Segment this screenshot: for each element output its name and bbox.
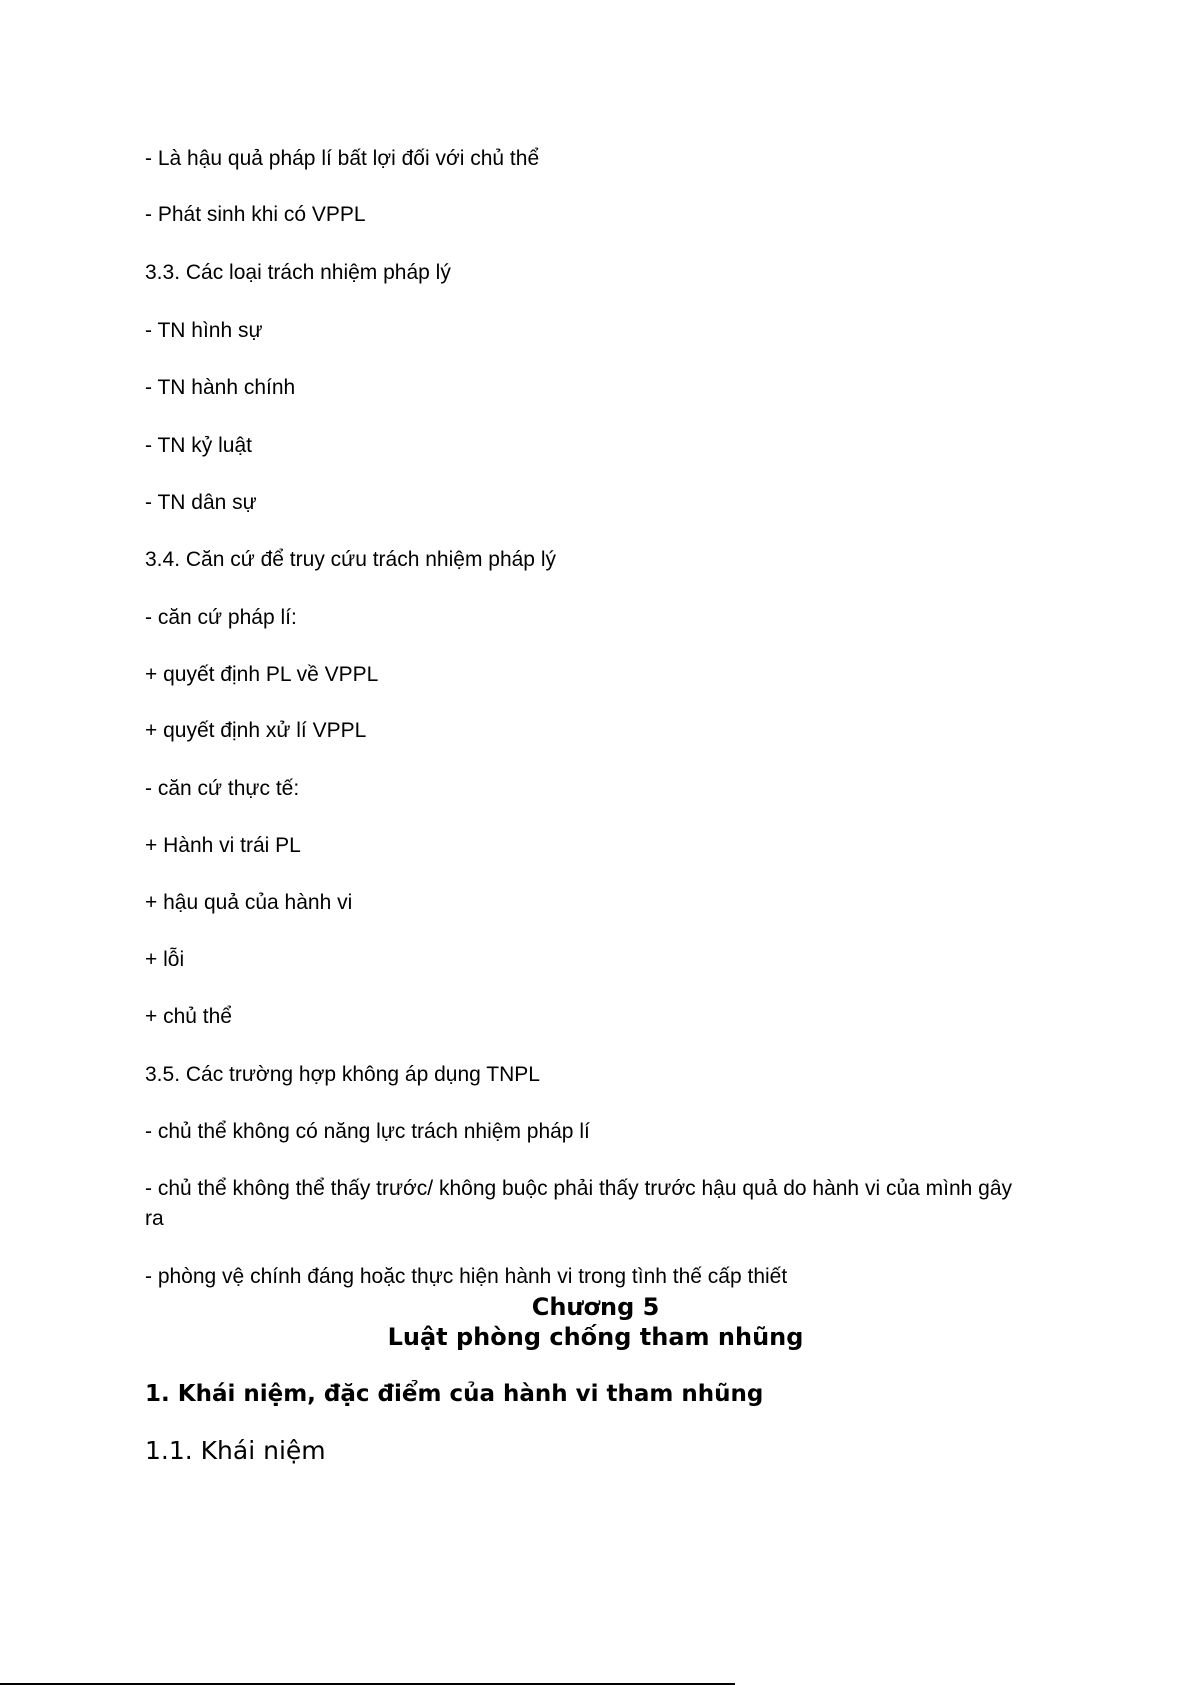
text-line: + Hành vi trái PL	[145, 834, 301, 857]
section-heading: 1. Khái niệm, đặc điểm của hành vi tham nhũng	[145, 1381, 764, 1407]
text-line: + lỗi	[145, 948, 185, 971]
text-line: - TN dân sự	[145, 491, 257, 514]
text-line: - chủ thể không thể thấy trước/ không buộc phải thấy trước hậu quả do hành vi của mình gây ra	[145, 1177, 1013, 1230]
section-3-5-heading: 3.5. Các trường hợp không áp dụng TNPL	[145, 1063, 540, 1086]
text-line: - căn cứ thực tế:	[145, 777, 300, 800]
chapter-title: Luật phòng chống tham nhũng	[387, 1323, 804, 1351]
text-line: - Là hậu quả pháp lí bất lợi đối với chủ thể	[145, 147, 540, 170]
text-line: + quyết định xử lí VPPL	[145, 719, 367, 742]
text-line: + quyết định PL về VPPL	[145, 663, 379, 686]
text-line: - phòng vệ chính đáng hoặc thực hiện hành vi trong tình thế cấp thiết	[145, 1265, 788, 1288]
text-line: - chủ thể không có năng lực trách nhiệm pháp lí	[145, 1120, 590, 1143]
section-3-4-heading: 3.4. Căn cứ để truy cứu trách nhiệm pháp lý	[145, 548, 556, 571]
text-line: + chủ thể	[145, 1005, 232, 1028]
text-line: - TN kỷ luật	[145, 434, 252, 457]
section-3-3-heading: 3.3. Các loại trách nhiệm pháp lý	[145, 261, 451, 284]
text-line: - TN hành chính	[145, 376, 296, 399]
subsection-heading: 1.1. Khái niệm	[145, 1436, 326, 1465]
text-line: - căn cứ pháp lí:	[145, 606, 297, 629]
text-line: - TN hình sự	[145, 319, 263, 342]
chapter-number: Chương 5	[531, 1293, 660, 1321]
text-line: - Phát sinh khi có VPPL	[145, 203, 366, 226]
text-line: + hậu quả của hành vi	[145, 891, 353, 914]
